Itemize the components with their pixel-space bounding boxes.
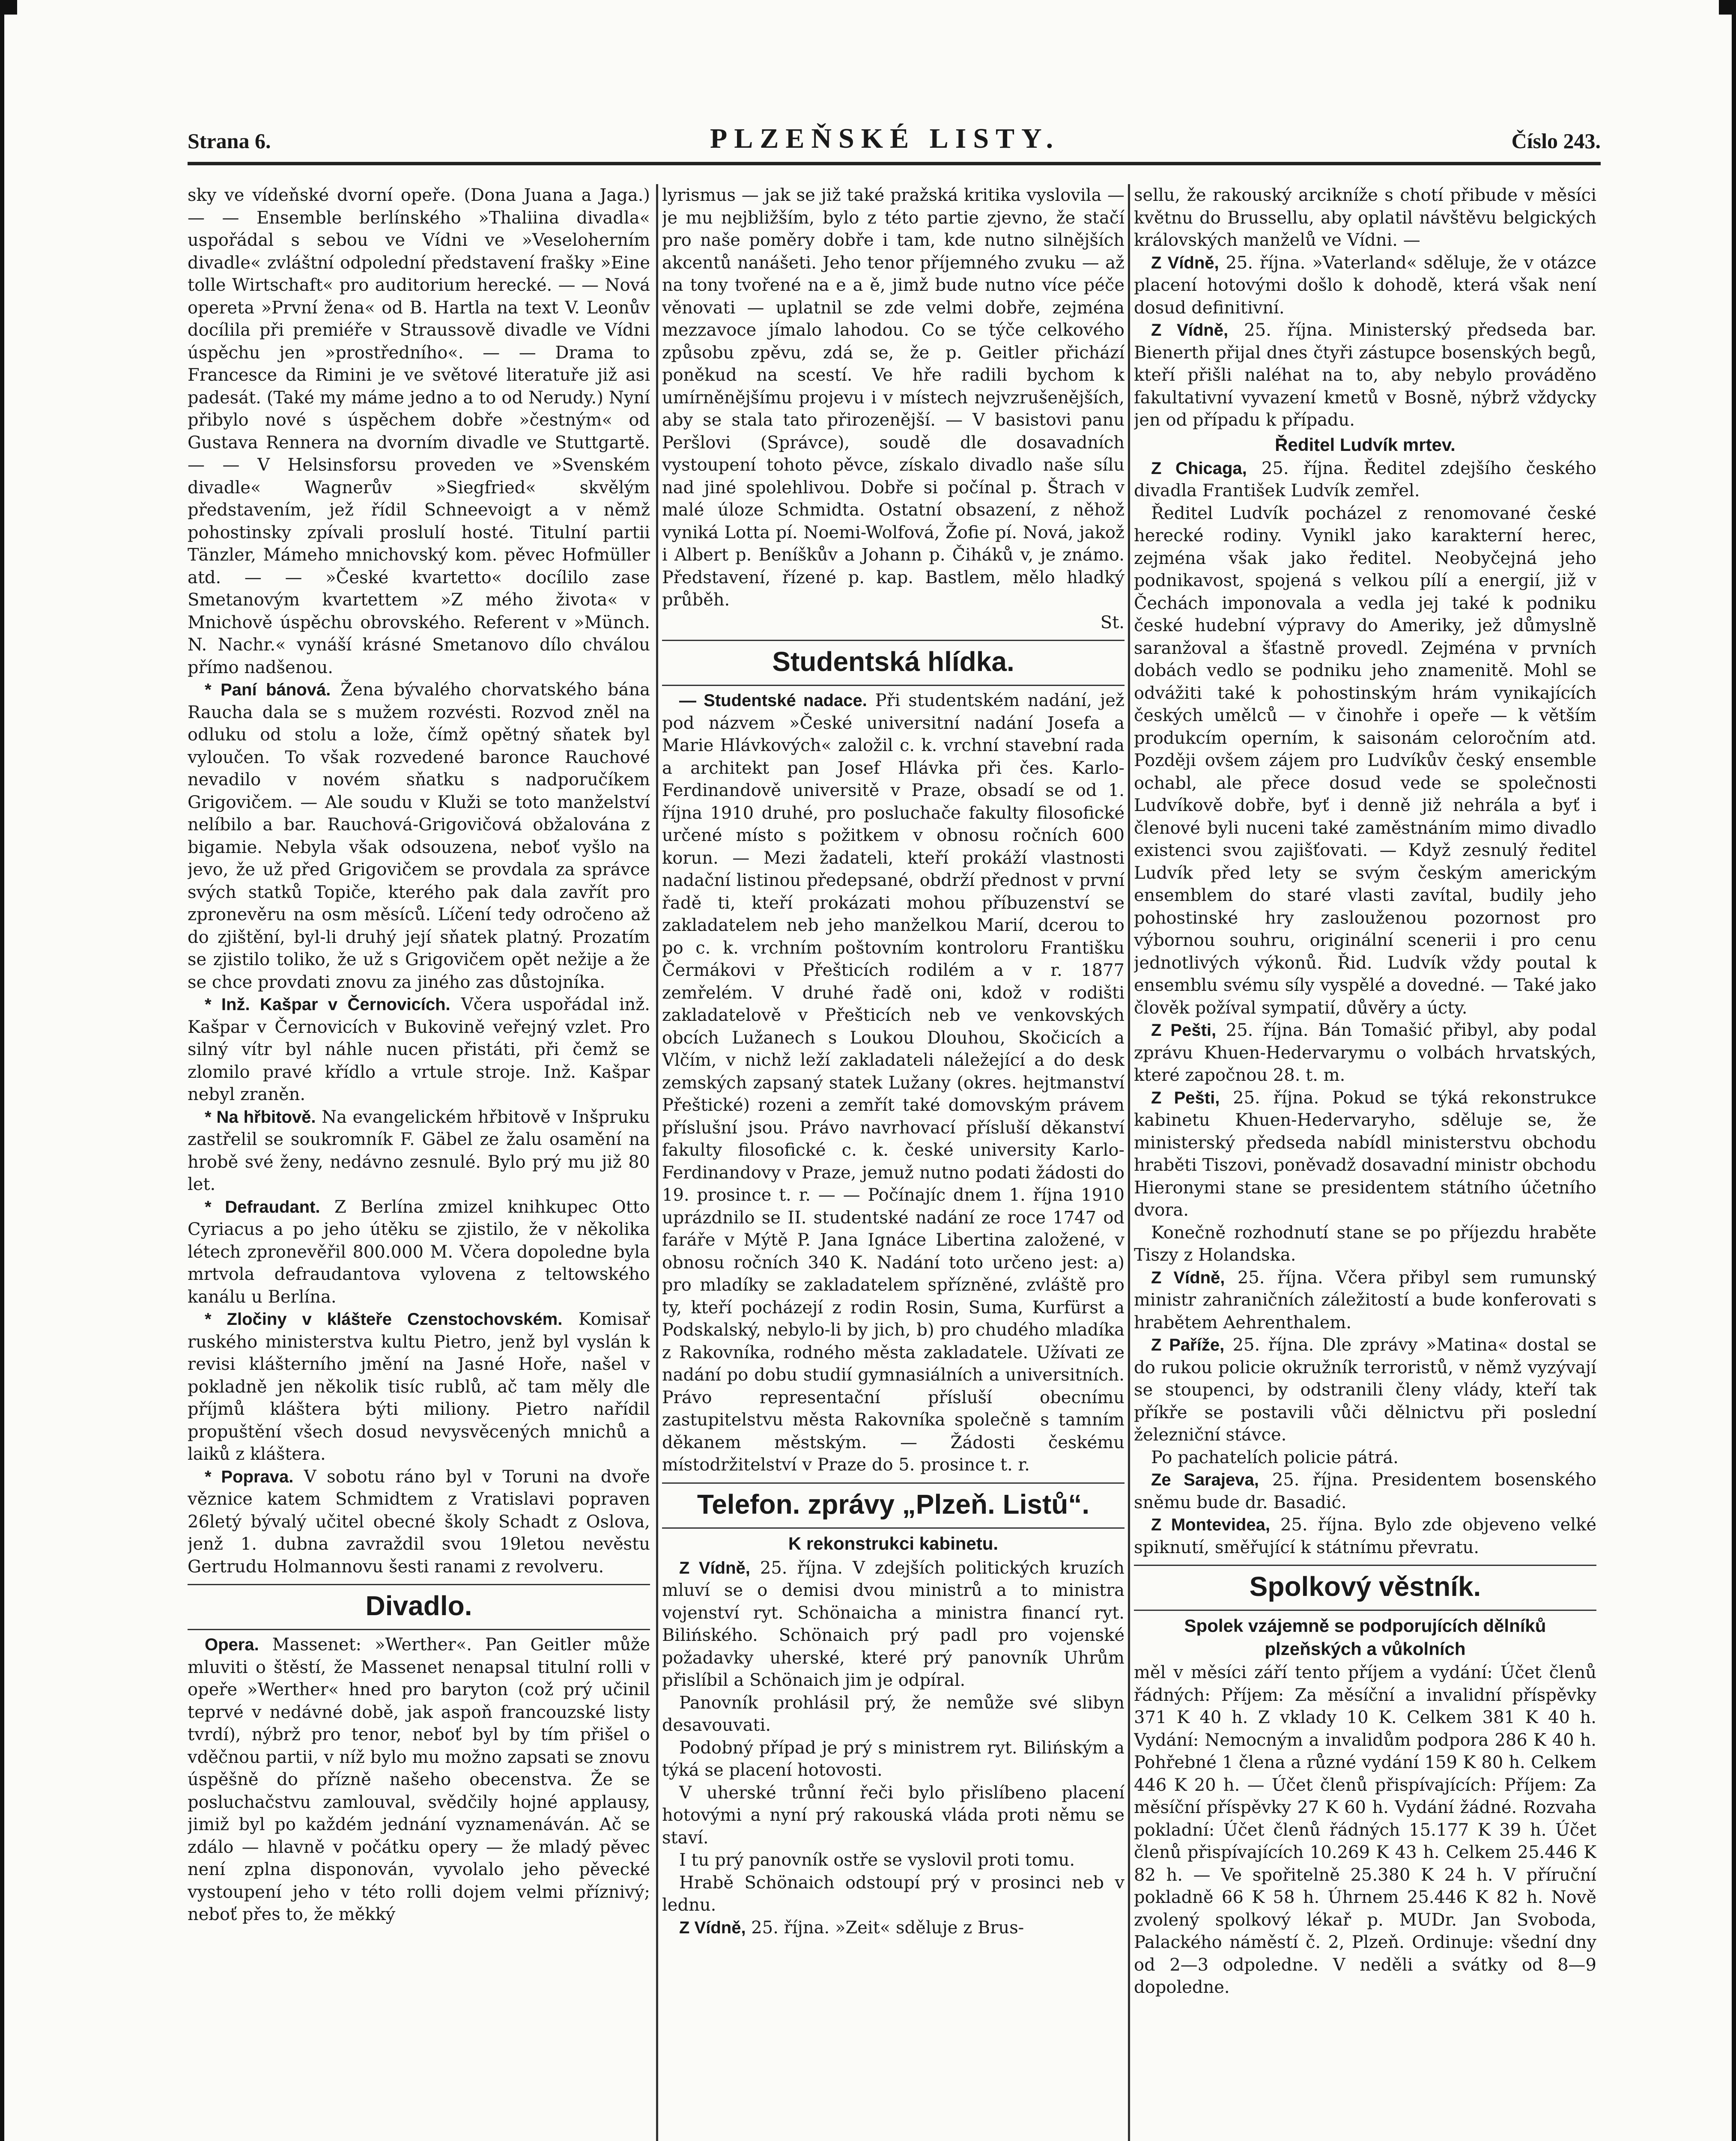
scan-edge-right bbox=[1732, 0, 1736, 2141]
section-divider bbox=[188, 1629, 650, 1630]
article-nadace bbox=[662, 689, 1125, 1476]
scan-edge-left bbox=[0, 0, 4, 2141]
telegram-item bbox=[1134, 1514, 1596, 1559]
telegram-dateline: Z Vídně, bbox=[679, 1558, 750, 1577]
telegram-item bbox=[1134, 457, 1596, 502]
column-rule-2 bbox=[1128, 184, 1130, 2141]
telegram-dateline: Z Chicaga, bbox=[1151, 459, 1247, 478]
telegram-dateline: Z Vídně, bbox=[1151, 1268, 1225, 1287]
telegram-item bbox=[1134, 1334, 1596, 1446]
section-divider bbox=[1134, 1565, 1596, 1566]
telegram-body: 25. října. Presidentem bosenského sněmu bude dr. Basadić. bbox=[1134, 1470, 1596, 1512]
telegram-item bbox=[1134, 319, 1596, 432]
article-zlociny bbox=[188, 1308, 650, 1466]
telegram-dateline: Z Paříže, bbox=[1151, 1336, 1225, 1354]
telegram-paragraph: Podobný případ je prý s ministrem ryt. Bilińským a týká se placení hotovosti. bbox=[662, 1738, 1125, 1780]
section-heading-studentska: Studentská hlídka. bbox=[772, 646, 1014, 677]
section-heading-divadlo: Divadlo. bbox=[365, 1590, 472, 1621]
section-heading-telefon: Telefon. zprávy „Plzeň. Listů“. bbox=[697, 1488, 1090, 1520]
telegram-item bbox=[662, 1917, 1125, 1939]
theatre-news-paragraph: sky ve vídeňské dvorní opeře. (Dona Juana a Jaga.) — — Ensemble berlínského »Thaliina divadla« uspořádal s sebou ve Vídni ve »Veseloherním divadle« zvláštní odpolední představení frašky »Eine tolle Wirtschaft« pro auditorium herecké. — — Nová opereta »První žena« od B. Hartla na text V. Leonův docílila při premiéře v Straussově divadle ve Vídni úspěchu jen »prostředního«. — — Drama to Francesce da Rimini je ve světové literatuře již asi padesát. (Také my máme jedno a to od Nerudy.) Nyní přibylo nové s úspěchem dobře »čestným« od Gustava Rennera na dvorním divadle ve Stuttgartě. — — V Helsinsforsu proveden ve »Svenském divadle« Wagnerův »Siegfried« skvělým představením, jež řídil Schneevoigt a v němž pohostinsky zpívali proslulí hosté. Titulní partii Tänzler, Mámeho mnichovský kom. pěvec Hofmüller atd. — — »České kvartetto« docílilo zase Smetanovým kvartettem »Z mého života« v Mnichově úspěchu obrovského. Referent v »Münch. N. Nachr.« vynáší krásné Smetanovo dílo chválou přímo nadšenou. bbox=[188, 185, 650, 677]
telegram-body: 25. října. Včera přibyl sem rumunský ministr zahraničních záležitostí a bude konferovati s hrabětem Aehrenthalem. bbox=[1134, 1267, 1596, 1333]
telegram-body: 25. října. »Vaterland« sděluje, že v otázce placení hotovými došlo k dohodě, která však není dosud definitivní. bbox=[1134, 253, 1596, 318]
column-rule-1 bbox=[656, 184, 658, 2141]
opera-review-continued: lyrismus — jak se již také pražská kritika vyslovila — je mu nejbližším, bylo z této partie zjevno, že stačí pro naše poměry dobře i tam, kde nutno silnějších akcentů nanášeti. Jeho tenor příjemného zvuku — až na tony tvořené na e a ě, jimž bude nutno více péče věnovati — uplatnil se zde velmi dobře, zejména mezzavoce jímalo lahodou. Co se týče celkového způsobu zpěvu, zdá se, že p. Geitler přichází poněkud na scestí. Ve hře radili bychom k umírněnějšímu projevu i v místech nejvzrušenějších, aby se stala tato přirozenější. — V basistovi panu Peršlovi (Správce), soudě dle dosavadních vystoupení tohoto pěvce, získalo divadlo naše sílu nad jiné spolehlivou. Dobře si počínal p. Štrach v malé úloze Schmidta. Ostatní obsazení, z něhož vyniká Lotta pí. Noemi-Wolfová, Žofie pí. Nová, jakož i Albert p. Beníškův a Johann p. Čiháků v, je známo. Představení, řízené p. kap. Bastlem, mělo hladký průběh. bbox=[662, 185, 1125, 610]
telegram-item bbox=[1134, 1469, 1596, 1514]
article-body: Z Berlína zmizel knihkupec Otto Cyriacus a po jeho útěku se zjistilo, že v několika létech zpronevěřil 800.000 M. Včera dopoledne byla mrtvola defraudantova vylovena z teltowského kanálu u Berlína. bbox=[188, 1197, 650, 1307]
section-divider bbox=[662, 1527, 1125, 1529]
subheading-ludvik-mrtev: Ředitel Ludvík mrtev. bbox=[1275, 434, 1456, 455]
article-body: V sobotu ráno byl v Toruni na dvoře věznice katem Schmidtem z Vratislavi popraven 26letý bývalý učitel obecné školy Schadt z Oslova, jenž 1. dubna zavraždil svou 19letou nevěstu Gertrudu Holmannovu šesti ranami z revolveru. bbox=[188, 1467, 650, 1577]
masthead-rule bbox=[188, 162, 1601, 165]
telegram-body: 25. října. »Zeit« sděluje z Brus- bbox=[751, 1917, 1024, 1938]
section-divider bbox=[662, 1482, 1125, 1484]
telegram-item bbox=[1134, 1019, 1596, 1087]
section-heading-spolkovy: Spolkový věstník. bbox=[1249, 1571, 1481, 1602]
telegram-paragraph: Hrabě Schönaich odstoupí prý v prosinci neb v lednu. bbox=[662, 1873, 1125, 1915]
telegram-paragraph: Po pachatelích policie pátrá. bbox=[1151, 1447, 1399, 1467]
telegram-dateline: Z Vídně, bbox=[1151, 253, 1219, 272]
column-3 bbox=[1134, 184, 1596, 2141]
article-body: Žena bývalého chorvatského bána Raucha dala se s mužem rozvésti. Rozvod zněl na odluku od stolu a lože, čímž opětný sňatek byl vyloučen. To však rozvedené baronce Rauchové nevadilo v novém sňatku s nadporučíkem Grigovičem. — Ale soudu v Kluži se toto manželství nelíbilo a bar. Rauchová-Grigovičová obžalována z bigamie. Nebyla však odsouzena, neboť vyšlo na jevo, že už před Grigovičem se provdala za správce svých statků Topiče, kterého pak dala zavřít pro zpronevěru na osm měsíců. Líčení tedy odročeno až do zjištění, byl-li druhý její sňatek platný. Prozatím se zjistilo toliko, že už s Grigovičem opět nežije a že se chce provdati znovu za jiného zas důstojníka. bbox=[188, 680, 650, 992]
article-bankova bbox=[188, 679, 650, 993]
article-poprava bbox=[188, 1466, 650, 1578]
subheading-spolek: Spolek vzájemně se podporujících dělníků plzeňských a vůkolních bbox=[1184, 1616, 1546, 1659]
telegram-item bbox=[1134, 252, 1596, 319]
telegram-dateline: Z Vídně, bbox=[679, 1918, 746, 1937]
article-defraudant bbox=[188, 1196, 650, 1309]
article-headline: * Na hřbitově. bbox=[205, 1107, 316, 1127]
telegram-paragraph: V uherské trůnní řeči bylo přislíbeno placení hotovými a nyní prý rakouská vláda proti němu se staví. bbox=[662, 1783, 1125, 1848]
article-headline: * Defraudant. bbox=[205, 1197, 320, 1217]
telegram-continued: sellu, že rakouský arcikníže s chotí přibude v měsíci květnu do Brussellu, aby oplatil návštěvu belgických královských manželů ve Vídni. — bbox=[1134, 185, 1596, 250]
telegram-dateline: Ze Sarajeva, bbox=[1151, 1470, 1259, 1489]
telegram-dateline: Z Pešti, bbox=[1151, 1021, 1217, 1040]
article-body: Na evangelickém hřbitově v Inšpruku zastřelil se soukromník F. Gäbel ze žalu osamění na hrobě své ženy, nedávno zesnulé. Bylo prý mu již 80 let. bbox=[188, 1107, 650, 1194]
telegram-dateline: Z Vídně, bbox=[1151, 321, 1229, 340]
telegram-dateline: Z Montevidea, bbox=[1151, 1515, 1270, 1534]
section-divider bbox=[662, 640, 1125, 641]
article-body: Massenet: »Werther«. Pan Geitler může mluviti o štěstí, že Massenet nenapsal titulní rolli v opeře »Werther« hned pro baryton (což prý učinil teprvé v nedávné době, jak aspoň francouzské listy tvrdí), nýbrž pro tenor, neboť byl by tím přišel o vděčnou partii, v níž bylo mu možno zapsati se znovu úspěšně do přízně našeho obecenstva. Že se posluchačstvu zamlouval, svědčily hojné applausy, jimiž byl po každém jednání vyznamenáván. Ač se zdálo — hlavně v počátku opery — že mladý pěvec není zplna disponován, vyvolalo jeho pěvecké vystoupení jeho v této rolli dojem velmi příznivý; neboť přes to, že měkký bbox=[188, 1635, 650, 1924]
association-report: měl v měsíci září tento příjem a vydání: Účet členů řádných: Příjem: Za měsíční a invalidní příspěvky 371 K 40 h. Z vklady 10 K. Celkem 381 K 40 h. Vydání: Nemocným a invalidům podpora 286 K 40 h. Pohřebné 1 člena a různé vydání 159 K 80 h. Celkem 446 K 20 h. — Účet členů přispívajících: Příjem: Za měsíční příspěvky 27 K 60 h. Vydání žádné. Rozvaha pokladní: Účet členů řádných 15.177 K 39 h. Účet členů přispívajících 10.269 K 43 h. Celkem 25.446 K 82 h. — Ve spořitelně 25.380 K 24 h. V příruční pokladně 66 K 58 h. Úhrnem 25.446 K 82 h. Nově zvolený spolkový lékař p. MUDr. Jan Svoboda, Palackého náměstí č. 2, Plzeň. Ordinuje: všední dny od 2—3 odpoledne. V neděli a svátky od 8—9 dopoledne. bbox=[1134, 1663, 1596, 1997]
telegram-body: 25. října. Ministerský předseda bar. Bienerth přijal dnes čtyři zástupce bosenských begů, kteří přišli naléhat na to, aby nebylo prováděno fakultativní vyvazení kmetů v Bosně, nýbrž vždycky jen od případu k případu. bbox=[1134, 320, 1596, 430]
telegram-paragraph: I tu prý panovník ostře se vyslovil proti tomu. bbox=[679, 1850, 1075, 1870]
telegram-body: 25. října. Ředitel zdejšího českého divadla František Ludvík zemřel. bbox=[1134, 458, 1596, 501]
telegram-paragraph: Panovník prohlásil prý, že nemůže své slibyn desavouvati. bbox=[662, 1693, 1125, 1735]
article-kaspar bbox=[188, 993, 650, 1106]
telegram-item bbox=[662, 1557, 1125, 1692]
article-body: Komisař ruského ministerstva kultu Pietro, jenž byl vyslán k revisi klášterního jmění na Jasné Hoře, našel v pokladně jen několik tisíc rublů, ač tam měly dle příjmů kláštera býti miliony. Pietro nařídil propuštění všech dosud nevysvěcených mnichů a laiků z kláštera. bbox=[188, 1309, 650, 1464]
article-headline: Opera. bbox=[205, 1635, 259, 1654]
telegram-dateline: Z Pešti, bbox=[1151, 1088, 1220, 1107]
telegram-body: 25. října. Dle zprávy »Matina« dostal se do rukou policie okružník terroristů, v němž vyzývají se stoupenci, by odstranili členy vlády, kteří tak příkře se postavili vůči dělnictvu při poslední železniční stávce. bbox=[1134, 1335, 1596, 1445]
newspaper-title: PLZEŇSKÉ LISTY. bbox=[710, 123, 1060, 154]
article-headline: * Paní bánová. bbox=[205, 680, 331, 699]
telegram-body: 25. října. Pokud se týká rekonstrukce kabinetu Khuen-Hedervaryho, sděluje se, že ministerský předseda nabídl ministerstvu obchodu hraběti Tiszovi, poněvadž dosavadní ministr obchodu Hieronymi stane se presidentem státního účetního dvora. bbox=[1134, 1088, 1596, 1220]
article-headline: * Inž. Kašpar v Černovicích. bbox=[205, 995, 450, 1014]
obituary-paragraph: Ředitel Ludvík pocházel z renomované české herecké rodiny. Vynikl jako karakterní herec, zejména však jako ředitel. Neobyčejná jeho podnikavost, spojená s velkou pílí a energií, již v Čechách imponovala a vedla jej také k podniku české hudební výpravy do Ameriky, jež důmyslně saranžoval a šťastně provedl. Zejména v prvních dobách vedlo se podniku jeho znamenitě. Mohl se odvážiti také k pohostinským hrám vynikajících českých umělců — v činohře i opeře — k větším produkcím operním, k saisonám celoročním atd. Později ovšem zájem pro Ludvíkův český ensemble ochabl, ale přece dosud vede se společnosti Ludvíkově dobře, byť i denně již nehrála a byť i členové byli nuceni také zaměstnáním mimo divadlo existenci svou zajišťovati. — Když zesnulý ředitel Ludvík před lety se svým českým americkým ensemblem do staré vlasti zavítal, budily jeho pohostinské hry zaslouženou pozornost pro výbornou souhru, originální scenerii i pro cenu jednotlivých výkonů. Řid. Ludvík vždy poutal k ensemblu svému síly vyspělé a dovedné. — Také jako člověk požíval sympatií, důvěry a úcty. bbox=[1134, 503, 1596, 1018]
article-headline: * Zločiny v klášteře Czenstochovském. bbox=[205, 1310, 563, 1329]
telegram-item bbox=[1134, 1087, 1596, 1222]
review-byline: St. bbox=[1100, 612, 1125, 632]
article-body: Včera uspořádal inž. Kašpar v Černovicích v Bukovině veřejný vzlet. Pro silný vítr byl náhle nucen přistáti, při čemž se zlomilo pravé křídlo a vrtule stroje. Inž. Kašpar nebyl zraněn. bbox=[188, 995, 650, 1104]
issue-number: Číslo 243. bbox=[1511, 129, 1601, 153]
subheading-rekonstrukce: K rekonstrukci kabinetu. bbox=[788, 1533, 999, 1554]
section-divider bbox=[188, 1584, 650, 1585]
article-body: Při studentském nadání, jež pod názvem »České universitní nadání Josefa a Marie Hlávkových« založil c. k. vrchní stavební rada a architekt pan Josef Hlávka při čes. Karlo-Ferdinandově universitě v Praze, obsadí se od 1. října 1910 druhé, pro posluchače fakulty filosofické určené místo s požitkem v obnosu ročních 600 korun. — Mezi žadateli, kteří prokáží vlastnosti nadační listinou předepsané, obdrží přednost v první řadě ti, kteří prokázati mohou příbuzenství se zakladatelem neb jeho manželkou Marií, dcerou to po c. k. vrchním poštovním kontroloru Františku Čermákovi v Přešticích rodilém a v r. 1877 zemřelém. V druhé řadě oni, kdož v rodišti zakladatelově v Přešticích neb ve venkovských obcích Lužanech s Loukou Dlouhou, Skočicích a Vlčím, v nichž leží zakladateli náležející a do desk zemských zapsaný statek Lužany (okres. hejtmanství Přeštické) rozeni a zemřít také domovským právem příslušní jsou. Právo navrhovací přísluší děkanství fakulty filosofické c. k. české university Karlo-Ferdinandovy v Praze, jemuž nutno podati žádosti do 19. prosince t. r. — — Počínajíc dnem 1. října 1910 uprázdnilo se II. studentské nadání ze roce 1747 od faráře v Mýtě P. Jana Ignáce Libertina založené, v obnosu ročních 340 K. Nadání toto určeno jest: a) pro mladíky se zakladatelem spřízněné, zvláště pro ty, kteří pocházejí z rodin Rosin, Suma, Kurfürst a Podskalský, nebylo-li by jich, b) pro chudého mladíka z Rakovníka, rodného města zakladatele. Užívati ze nadání po dobu studií gymnasiálních a universitních. Právo representační přísluší obecnímu zastupitelstvu města Rakovníka společně s tamním děkanem městským. — Žádosti českému místodržitelství v Praze do 5. prosince t. r. bbox=[662, 691, 1125, 1475]
article-headline: * Poprava. bbox=[205, 1467, 294, 1486]
telegram-body: 25. října. Bán Tomašić přibyl, aby podal zprávu Khuen-Hedervarymu o volbách hrvatských, které započnou 28. t. m. bbox=[1134, 1020, 1596, 1085]
column-2 bbox=[662, 184, 1125, 2141]
section-divider bbox=[1134, 1610, 1596, 1611]
telegram-paragraph: Konečně rozhodnutí stane se po příjezdu hraběte Tiszy z Holandska. bbox=[1134, 1223, 1596, 1265]
section-divider bbox=[662, 685, 1125, 686]
column-1 bbox=[188, 184, 650, 2141]
article-headline: — Studentské nadace. bbox=[679, 691, 867, 710]
telegram-body: 25. října. Bylo zde objeveno velké spiknutí, směřující k státnímu převratu. bbox=[1134, 1515, 1596, 1557]
article-opera bbox=[188, 1634, 650, 1926]
telegram-item bbox=[1134, 1267, 1596, 1334]
article-hrbitov bbox=[188, 1106, 650, 1196]
masthead bbox=[188, 122, 1601, 157]
telegram-body: 25. října. V zdejších politických kruzích mluví se o demisi dvou ministrů a to ministra vojenství ryt. Schönaicha a ministra financí ryt. Bilińského. Schönaich prý padl pro vojenské požadavky uherské, které prý panovník Uhrům přislíbil a Schönaich jim je odpíral. bbox=[662, 1558, 1125, 1690]
page-number: Strana 6. bbox=[188, 129, 271, 153]
